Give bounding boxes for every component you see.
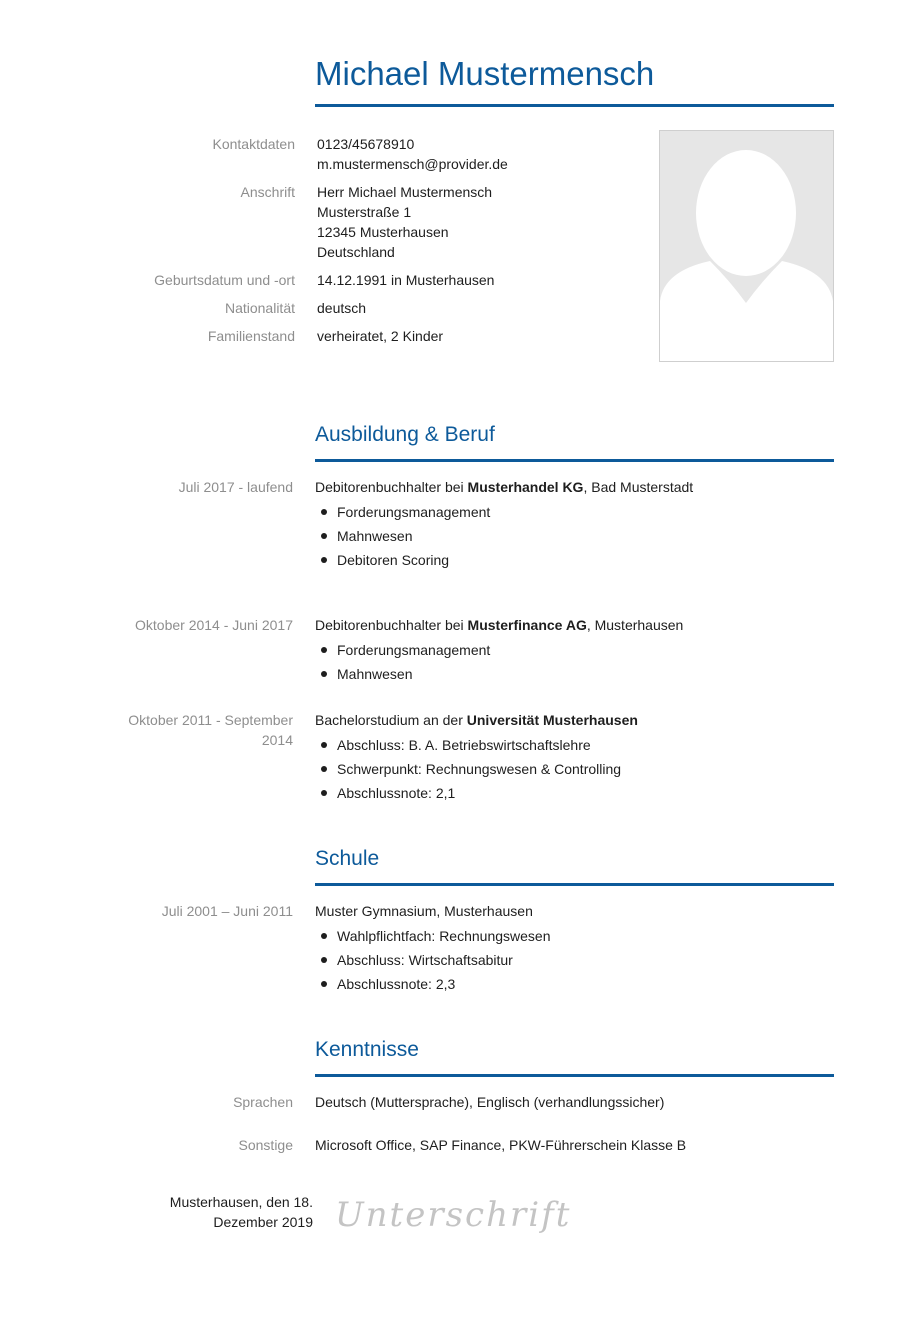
address-line: 12345 Musterhausen [317, 224, 449, 240]
contact-label: Kontaktdaten [212, 136, 295, 152]
avatar-placeholder-icon [660, 131, 833, 361]
list-item: Wahlpflichtfach: Rechnungswesen [315, 924, 840, 948]
birth-value: 14.12.1991 in Musterhausen [317, 272, 495, 288]
languages-value: Deutsch (Muttersprache), Englisch (verhandlungssicher) [315, 1094, 665, 1110]
section-title-skills: Kenntnisse [315, 1038, 419, 1061]
entry-heading: Muster Gymnasium, Musterhausen [315, 903, 533, 919]
section-title-school: Schule [315, 847, 380, 870]
page-title: Michael Mustermensch [315, 55, 655, 92]
list-item: Abschluss: Wirtschaftsabitur [315, 948, 840, 972]
email-address: m.mustermensch@provider.de [317, 156, 508, 172]
entry-content [315, 477, 840, 572]
address-line: Musterstraße 1 [317, 204, 412, 220]
nationality-value: deutsch [317, 300, 367, 316]
entry-content [315, 710, 840, 805]
list-item: Mahnwesen [315, 662, 840, 686]
languages-label: Sprachen [233, 1094, 293, 1110]
bullet-list [315, 638, 840, 686]
section-title-career: Ausbildung & Beruf [315, 423, 495, 446]
address-line: Herr Michael Mustermensch [317, 184, 493, 200]
list-item: Debitoren Scoring [315, 548, 840, 572]
list-item: Abschlussnote: 2,1 [315, 781, 840, 805]
list-item: Abschluss: B. A. Betriebswirtschaftslehre [315, 733, 840, 757]
bullet-list [315, 500, 840, 572]
entry-date: Oktober 2011 - September 2014 [128, 712, 293, 748]
address-label: Anschrift [240, 184, 295, 200]
family-value: verheiratet, 2 Kinder [317, 328, 444, 344]
address-line: Deutschland [317, 244, 395, 260]
profile-photo [659, 130, 834, 362]
section-underline [315, 1074, 834, 1077]
list-item: Schwerpunkt: Rechnungswesen & Controlling [315, 757, 840, 781]
employer-name: Musterhandel KG [467, 479, 584, 495]
other-skills-value: Microsoft Office, SAP Finance, PKW-Führerschein Klasse B [315, 1137, 687, 1153]
other-skills-label: Sonstige [238, 1137, 293, 1153]
entry-heading: Debitorenbuchhalter bei Musterfinance AG, Musterhausen [315, 617, 684, 633]
entry-date: Juli 2017 - laufend [178, 479, 293, 495]
employer-name: Musterfinance AG [467, 617, 587, 633]
entry-content [315, 615, 840, 686]
list-item: Abschlussnote: 2,3 [315, 972, 840, 996]
list-item: Forderungsmanagement [315, 500, 840, 524]
section-underline [315, 883, 834, 886]
family-label: Familienstand [207, 328, 295, 344]
list-item: Mahnwesen [315, 524, 840, 548]
signature: Unterschrift [335, 1195, 572, 1235]
contact-value [317, 134, 647, 174]
bullet-list [315, 733, 840, 805]
entry-content [315, 901, 840, 996]
entry-date: Oktober 2014 - Juni 2017 [135, 617, 293, 633]
list-item: Forderungsmanagement [315, 638, 840, 662]
entry-heading: Bachelorstudium an der Universität Musterhausen [315, 712, 638, 728]
phone-number: 0123/45678910 [317, 136, 415, 152]
section-underline [315, 459, 834, 462]
entry-heading: Debitorenbuchhalter bei Musterhandel KG, Bad Musterstadt [315, 479, 694, 495]
nationality-label: Nationalität [224, 300, 295, 316]
entry-date: Juli 2001 – Juni 2011 [161, 903, 293, 919]
address-value [317, 182, 647, 262]
birth-label: Geburtsdatum und -ort [154, 272, 295, 288]
university-name: Universität Musterhausen [466, 712, 638, 728]
title-underline [315, 104, 834, 107]
signature-date: Musterhausen, den 18. Dezember 2019 [169, 1194, 313, 1230]
bullet-list [315, 924, 840, 996]
